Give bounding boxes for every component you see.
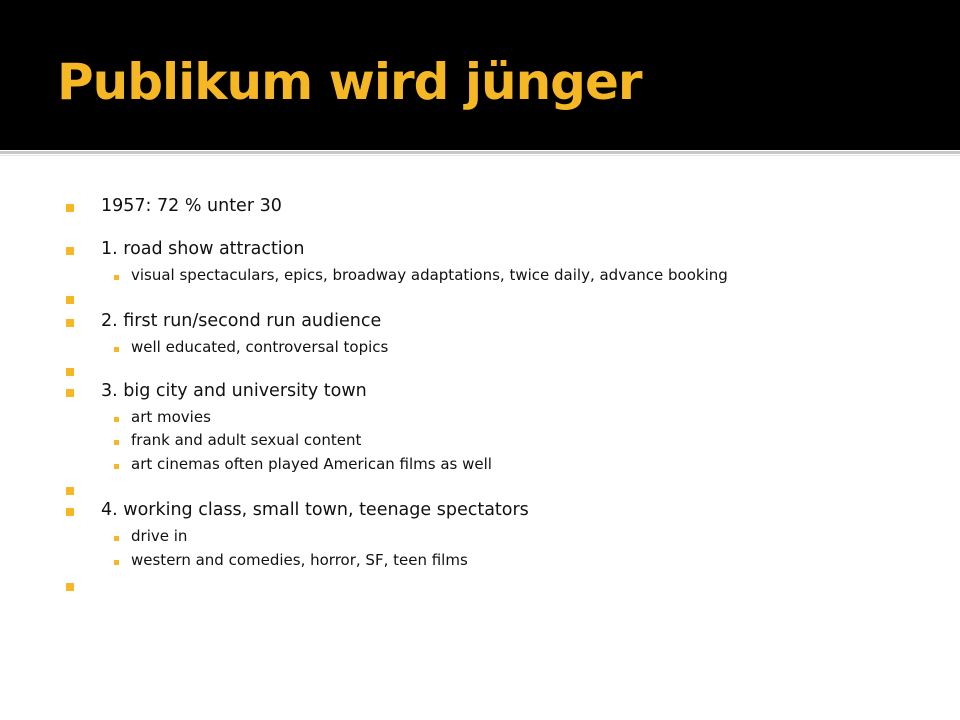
square-bullet-icon: [114, 440, 119, 445]
title-divider-thin: [0, 155, 960, 156]
square-bullet-icon: [114, 464, 119, 469]
square-bullet-icon: [114, 275, 119, 280]
square-bullet-icon: [66, 368, 74, 376]
square-bullet-icon: [66, 247, 74, 255]
bullet-text: 4. working class, small town, teenage spectators: [101, 500, 529, 520]
bullet-text: 3. big city and university town: [101, 381, 367, 401]
bullet-text: well educated, controversal topics: [131, 338, 389, 356]
square-bullet-icon: [66, 389, 74, 397]
title-bar: [0, 0, 960, 150]
bullet-text: 1. road show attraction: [101, 239, 305, 259]
square-bullet-icon: [66, 487, 74, 495]
bullet-text: art movies: [131, 408, 211, 426]
square-bullet-icon: [114, 347, 119, 352]
square-bullet-icon: [66, 296, 74, 304]
square-bullet-icon: [114, 560, 119, 565]
bullet-text: drive in: [131, 527, 188, 545]
bullet-text: 1957: 72 % unter 30: [101, 196, 282, 216]
square-bullet-icon: [114, 536, 119, 541]
slide-title: Publikum wird jünger: [57, 53, 642, 111]
bullet-text: western and comedies, horror, SF, teen films: [131, 551, 468, 569]
square-bullet-icon: [66, 508, 74, 516]
bullet-text: frank and adult sexual content: [131, 431, 362, 449]
bullet-text: art cinemas often played American films as well: [131, 455, 492, 473]
bullet-text: visual spectaculars, epics, broadway adaptations, twice daily, advance booking: [131, 266, 728, 284]
square-bullet-icon: [66, 583, 74, 591]
square-bullet-icon: [114, 417, 119, 422]
bullet-text: 2. first run/second run audience: [101, 311, 382, 331]
title-divider: [0, 151, 960, 154]
square-bullet-icon: [66, 204, 74, 212]
square-bullet-icon: [66, 319, 74, 327]
